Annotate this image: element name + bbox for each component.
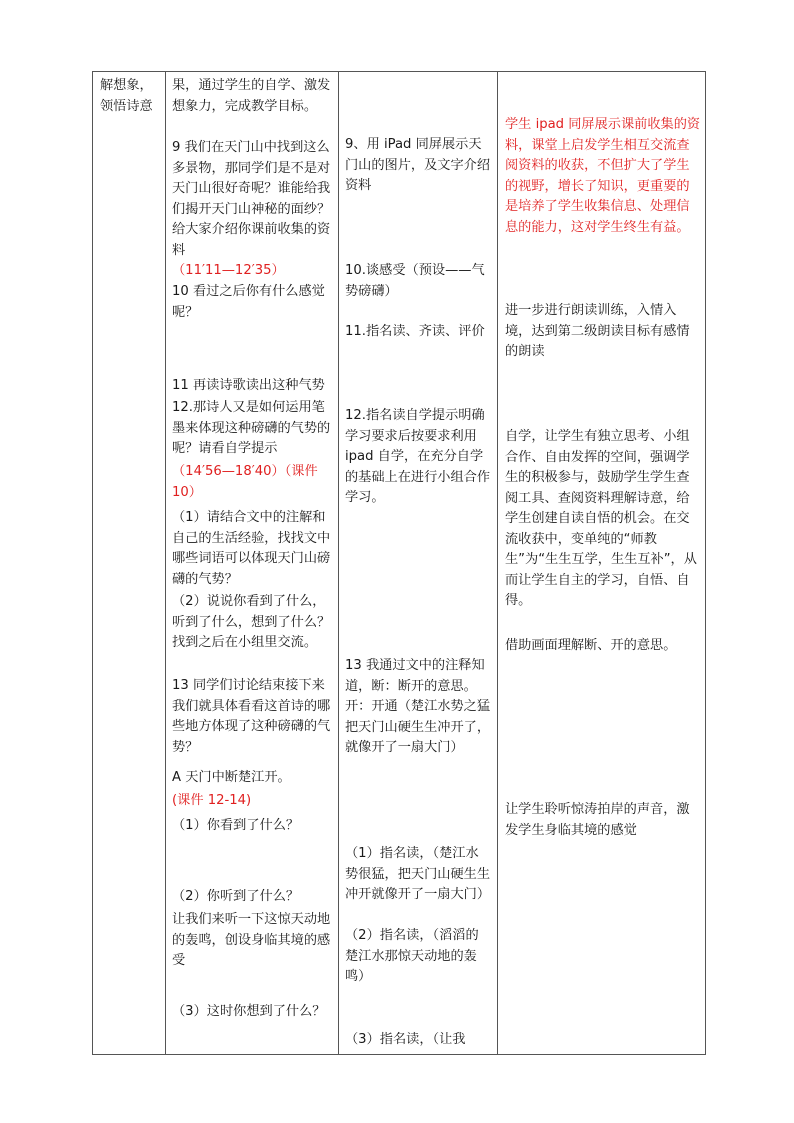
- teacher-timestamp-1: （11′11—12′35）: [172, 263, 285, 278]
- student-text-6: （1）指名读，（楚江水势很猛，把天门山硬生生冲开就像开了一扇大门）: [345, 846, 491, 902]
- student-text-1: 9、用 iPad 同屏展示天门山的图片，及文字介绍资料: [345, 137, 491, 193]
- column-teacher-activity: [166, 72, 338, 1054]
- teacher-text-1: 果，通过学生的自学、激发想象力，完成教学目标。: [172, 78, 331, 114]
- teacher-prompt-1: （1）请结合文中的注解和自己的生活经验，找找文中哪些词语可以体现天门山磅礴的气势？: [172, 510, 331, 587]
- teacher-text-6: 13 同学们讨论结束接下来我们就具体看看这首诗的哪些地方体现了这种磅礴的气势？: [172, 678, 331, 755]
- teacher-prompt-2: （2）说说你看到了什么，听到了什么，想到了什么？找到之后在小组里交流。: [172, 594, 331, 650]
- intent-text-4: 借助画面理解断、开的意思。: [505, 638, 677, 653]
- student-text-3: 11.指名读、齐读、评价: [345, 324, 485, 339]
- question-1: （1）你看到了什么？: [172, 818, 300, 833]
- teacher-text-7: 让我们来听一下这惊天动地的轰鸣，创设身临其境的感受: [172, 912, 331, 968]
- student-text-8: （3）指名读，（让我: [345, 1032, 466, 1047]
- intent-text-1: 学生 ipad 同屏展示课前收集的资料，课堂上启发学生相互交流查阅资料的收获，不但扩大了学生的视野，增长了知识，更重要的是培养了学生收集信息、处理信息的能力，这对学生终生有益。: [505, 117, 701, 235]
- objective-text: 解想象，领悟诗意: [100, 78, 153, 114]
- lesson-plan-table: [92, 71, 706, 1055]
- courseware-ref: (课件 12-14): [172, 793, 252, 808]
- question-3: （3）这时你想到了什么？: [172, 1004, 326, 1019]
- student-text-2: 10.谈感受（预设——气势磅礴）: [345, 263, 485, 299]
- teacher-text-2: 9 我们在天门山中找到这么多景物，那同学们是不是对天门山很好奇呢？谁能给我们揭开天门山神秘的面纱？给大家介绍你课前收集的资料: [172, 140, 331, 258]
- column-design-intent: [498, 72, 705, 1054]
- student-text-5: 13 我通过文中的注释知道，断：断开的意思。开：开通（楚江水势之猛把天门山硬生生冲开了，就像开了一扇大门）: [345, 658, 491, 755]
- teacher-text-3: 10 看过之后你有什么感觉呢？: [172, 284, 325, 320]
- question-2: （2）你听到了什么？: [172, 889, 300, 904]
- poem-line: A 天门中断楚江开。: [172, 770, 291, 785]
- teacher-text-5: 12.那诗人又是如何运用笔墨来体现这种磅礴的气势的呢？请看自学提示: [172, 400, 331, 456]
- intent-text-5: 让学生聆听惊涛拍岸的声音，激发学生身临其境的感觉: [505, 802, 690, 838]
- intent-text-3: 自学，让学生有独立思考、小组合作、自由发挥的空间，强调学生的积极参与，鼓励学生学生查阅工具、查阅资料理解诗意，给学生创建自读自悟的机会。在交流收获中，变单纯的“师教生”为“生生互学，生生互补”，从而让学生自主的学习，自悟、自得。: [505, 429, 697, 608]
- teacher-text-4: 11 再读诗歌读出这种气势: [172, 378, 325, 393]
- teacher-timestamp-2: （14′56—18′40）（课件 10）: [172, 464, 318, 500]
- student-text-7: （2）指名读，（滔滔的楚江水那惊天动地的轰鸣）: [345, 928, 479, 984]
- intent-text-2: 进一步进行朗读训练，入情入境，达到第二级朗读目标有感情的朗读: [505, 303, 690, 359]
- column-objective: [93, 72, 165, 1054]
- column-student-activity: [339, 72, 497, 1054]
- student-text-4: 12.指名读自学提示明确学习要求后按要求利用 ipad 自学，在充分自学的基础上在进行小组合作学习。: [345, 408, 491, 505]
